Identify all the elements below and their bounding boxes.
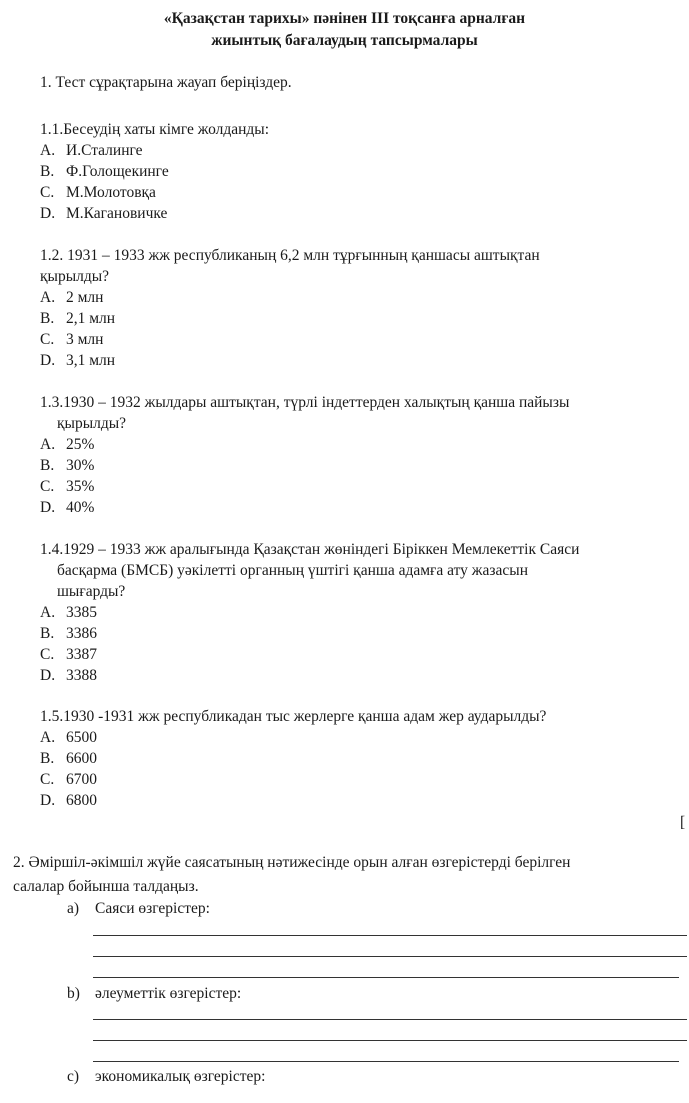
sub-question-b: b) әлеуметтік өзгерістер: [67, 985, 242, 1002]
answer-line-b1[interactable] [93, 1019, 687, 1020]
option-c[interactable]: C. 3387 [40, 646, 97, 663]
option-b[interactable]: B. 3386 [40, 625, 97, 642]
document-title [0, 8, 689, 52]
option-d[interactable]: D. 3388 [40, 667, 97, 684]
task2-line-2: салалар бойынша талдаңыз. [13, 878, 199, 895]
option-d[interactable]: D. 3,1 млн [40, 352, 116, 369]
question-text: 1.2. 1931 – 1933 жж республиканың 6,2 млн тұрғынның қаншасы аштықтан [40, 247, 540, 264]
task1-heading: 1. Тест сұрақтарына жауап беріңіздер. [40, 74, 292, 91]
option-b[interactable]: B. 6600 [40, 750, 97, 767]
sub-question-a: a) Саяси өзгерістер: [67, 900, 210, 917]
title-line-1: «Қазақстан тарихы» пәнінен ІІІ тоқсанға арналған [163, 10, 526, 27]
question-1-2 [40, 245, 540, 371]
option-b[interactable]: B. Ф.Голощекинге [40, 163, 169, 180]
answer-line-a2[interactable] [93, 956, 687, 957]
option-d[interactable]: D. 6800 [40, 792, 97, 809]
question-1-4 [40, 539, 579, 686]
question-text: 1.4.1929 – 1933 жж аралығында Қазақстан жөніндегі Біріккен Мемлекеттік Саяси [40, 541, 580, 558]
option-a[interactable]: A. 3385 [40, 604, 97, 621]
task2-line-1: 2. Әміршіл-әкімшіл жүйе саясатының нәтижесінде орын алған өзгерістерді берілген [13, 854, 571, 871]
question-text: 1.5.1930 -1931 жж республикадан тыс жерлерге қанша адам жер аударылды? [40, 708, 547, 725]
option-d[interactable]: D. М.Кагановичке [40, 205, 168, 222]
question-text-cont: қырылды? [40, 268, 110, 285]
question-1-3 [40, 392, 569, 518]
option-c[interactable]: C. 35% [40, 478, 95, 495]
answer-line-a1[interactable] [93, 935, 687, 936]
question-text-cont: шығарды? [57, 583, 126, 600]
option-a[interactable]: A. 6500 [40, 729, 97, 746]
option-a[interactable]: A. 2 млн [40, 289, 104, 306]
bracket-mark: [ [680, 814, 686, 831]
answer-line-a3[interactable] [93, 977, 679, 978]
option-a[interactable]: A. И.Сталинге [40, 142, 143, 159]
question-1-5 [40, 706, 546, 811]
question-1-1 [40, 119, 269, 224]
task2-prompt [13, 851, 570, 899]
answer-line-b3[interactable] [93, 1061, 679, 1062]
option-b[interactable]: B. 2,1 млн [40, 310, 116, 327]
sub-question-c: c) экономикалық өзгерістер: [67, 1068, 266, 1085]
question-text: 1.3.1930 – 1932 жылдары аштықтан, түрлі індеттерден халықтың қанша пайызы [40, 394, 570, 411]
question-text-cont: басқарма (БМСБ) уәкілетті органның үштігі қанша адамға ату жазасын [57, 562, 528, 579]
option-a[interactable]: A. 25% [40, 436, 95, 453]
title-line-2: жиынтық бағалаудың тапсырмалары [211, 32, 478, 49]
question-text-cont: қырылды? [57, 415, 127, 432]
option-b[interactable]: B. 30% [40, 457, 95, 474]
option-d[interactable]: D. 40% [40, 499, 95, 516]
answer-line-b2[interactable] [93, 1040, 687, 1041]
option-c[interactable]: C. 6700 [40, 771, 97, 788]
option-c[interactable]: C. 3 млн [40, 331, 104, 348]
option-c[interactable]: C. М.Молотовқа [40, 184, 156, 201]
question-text: 1.1.Бесеудің хаты кімге жолданды: [40, 121, 270, 138]
